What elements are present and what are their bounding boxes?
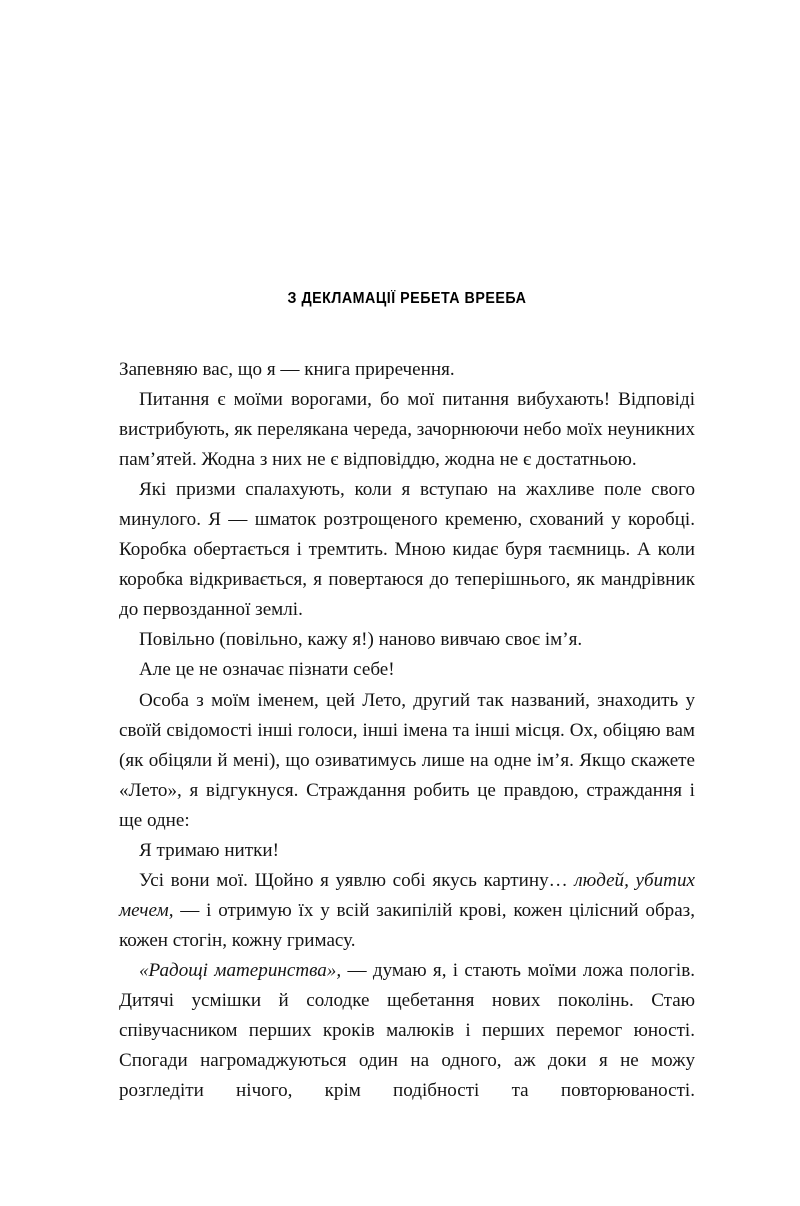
paragraph — [119, 956, 695, 1106]
text-run: Особа з моїм іменем, цей Лето, другий так названий, знаходить у своїй свідомості інші голоси, інші імена та інші місця. Ох, обіцяю вам (як обіцяли й мені), що озиватимусь лише на одне ім’я. Якщо скажете «Лето», я відгукнуся. Страждання робить це правдою, страждання і ще одне: — [119, 689, 695, 831]
text-run: Усі вони мої. Щойно я уявлю собі якусь картину… — [139, 869, 575, 891]
paragraph — [119, 866, 695, 956]
paragraph — [119, 625, 695, 655]
paragraph — [119, 686, 695, 836]
text-run: — і отримую їх у всій закипілій крові, кожен цілісний образ, кожен стогін, кожну гримасу. — [119, 899, 695, 951]
paragraph — [119, 355, 695, 385]
paragraph — [119, 836, 695, 866]
text-run: Питання є моїми ворогами, бо мої питання вибухають! Відповіді вистрибують, як перелякана череда, зачорнюючи небо моїх неуникних пам’ятей. Жодна з них не є відповіддю, жодна не є достатньою. — [119, 389, 695, 471]
page-title: З ДЕКЛАМАЦІЇ РЕБЕТА ВРЕЕБА — [287, 290, 527, 308]
text-run: Які призми спалахують, коли я вступаю на жахливе поле свого минулого. Я — шматок розтрощеного кременю, схований у коробці. Коробка обертається і тремтить. Мною кидає буря таємниць. А коли коробка відкривається, я повертаюся до теперішнього, як мандрівник до первозданної землі. — [119, 479, 695, 621]
text-run: Але це не означає пізнати себе! — [139, 659, 395, 681]
text-run: — думаю я, і стають моїми ложа пологів. Дитячі усмішки й солодке щебетання нових поколінь. Стаю співучасником перших кроків малюків і перших перемог юності. Спогади нагромаджуються один на одного, аж доки я не можу розгледіти нічого, крім подібності та повторюваності. — [119, 959, 696, 1102]
paragraph — [119, 385, 695, 475]
text-run: Запевняю вас, що я — книга приречення. — [119, 359, 455, 380]
paragraph — [119, 475, 695, 625]
paragraph — [119, 655, 695, 685]
italic-run: «Радощі материнства», — [139, 959, 342, 981]
body-text — [119, 355, 695, 1106]
italic-run: людей, убитих мечем, — [119, 869, 695, 921]
text-run: Повільно (повільно, кажу я!) наново вивчаю своє ім’я. — [139, 629, 583, 651]
text-run: Я тримаю нитки! — [139, 839, 279, 861]
